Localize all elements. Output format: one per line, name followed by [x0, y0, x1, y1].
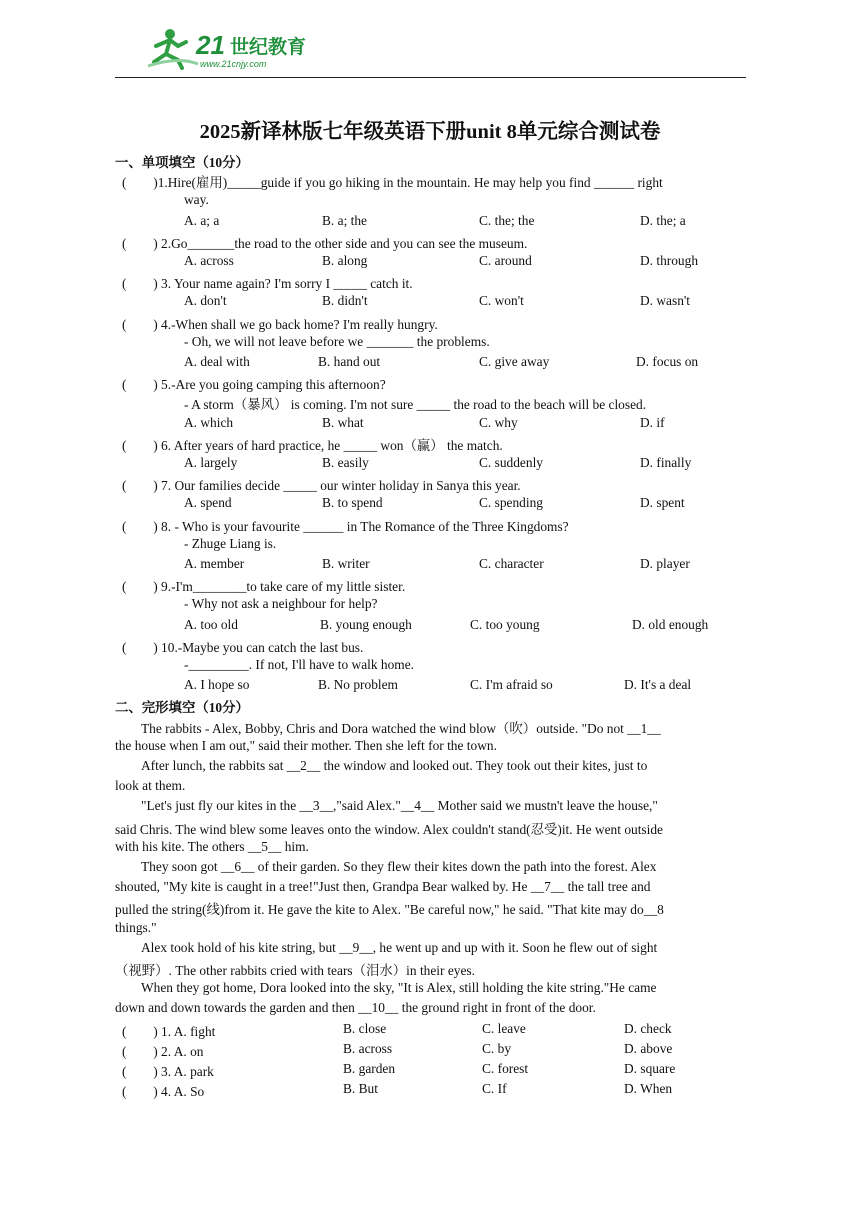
- section-heading: 一、单项填空（10分）: [115, 155, 249, 170]
- answer-option: B. young enough: [320, 616, 412, 632]
- question-stem: ( ) 2.Go_______the road to the other side and you can see the museum.: [122, 235, 528, 251]
- answer-option: A. which: [184, 414, 234, 430]
- passage-line: The rabbits - Alex, Bobby, Chris and Dora watched the wind blow（吹）outside. "Do not __1__: [141, 720, 661, 736]
- question-stem: ( ) 3. Your name again? I'm sorry I _____ catch it.: [122, 276, 413, 292]
- answer-option: D. When: [624, 1081, 673, 1097]
- passage-line: said Chris. The wind blew some leaves onto the window. Alex couldn't stand(忍受)it. He went outside: [115, 821, 663, 837]
- question-line: way.: [184, 192, 209, 208]
- section-heading: 二、完形填空（10分）: [115, 700, 249, 716]
- answer-option: A. spend: [184, 495, 232, 511]
- passage-line: with his kite. The others __5__ him.: [115, 838, 309, 854]
- header-rule: [115, 77, 746, 78]
- answer-option: C. forest: [482, 1061, 529, 1076]
- passage-line: pulled the string(线)from it. He gave the kite to Alex. "Be careful now," he said. "That kite may do__8: [115, 902, 664, 918]
- question-stem: ( ) 8. - Who is your favourite ______ in The Romance of the Three Kingdoms?: [122, 518, 569, 534]
- passage-line: shouted, "My kite is caught in a tree!"Just then, Grandpa Bear walked by. He __7__ the tall tree and: [115, 879, 651, 895]
- answer-option: D. above: [624, 1040, 673, 1056]
- answer-option: D. through: [640, 253, 699, 268]
- logo-url: www.21cnjy.com: [200, 59, 267, 69]
- answer-option: A. a; a: [184, 212, 220, 228]
- answer-option: C. leave: [482, 1020, 526, 1036]
- answer-option: B. a; the: [322, 212, 367, 228]
- question-stem: ( ) 5.-Are you going camping this afternoon?: [122, 377, 386, 393]
- page-title: 2025新译林版七年级英语下册unit 8单元综合测试卷: [199, 121, 661, 143]
- answer-option: D. if: [640, 414, 665, 430]
- question-stem: ( ) 10.-Maybe you can catch the last bus.: [122, 639, 364, 655]
- cloze-question: ( ) 2. A. on: [122, 1043, 204, 1059]
- answer-option: A. too old: [184, 616, 238, 632]
- question-line: - Zhuge Liang is.: [184, 535, 277, 551]
- answer-option: C. give away: [479, 354, 550, 369]
- answer-option: C. around: [479, 253, 532, 268]
- answer-option: C. If: [482, 1081, 507, 1097]
- passage-line: They soon got __6__ of their garden. So they flew their kites down the path into the forest. Alex: [141, 859, 657, 874]
- answer-option: B. close: [343, 1020, 387, 1036]
- passage-line: the house when I am out," said their mother. Then she left for the town.: [115, 737, 497, 753]
- question-stem: ( ) 9.-I'm________to take care of my little sister.: [122, 579, 406, 595]
- answer-option: C. character: [479, 556, 544, 571]
- answer-option: D. check: [624, 1020, 672, 1036]
- answer-option: B. easily: [322, 455, 369, 470]
- answer-option: C. by: [482, 1040, 512, 1056]
- answer-option: D. wasn't: [640, 293, 691, 309]
- question-stem: ( ) 7. Our families decide _____ our winter holiday in Sanya this year.: [122, 478, 521, 494]
- passage-line: （视野）. The other rabbits cried with tears（泪水）in their eyes.: [115, 963, 475, 978]
- answer-option: B. didn't: [322, 293, 368, 309]
- question-line: - Why not ask a neighbour for help?: [184, 596, 378, 612]
- answer-option: C. spending: [479, 495, 543, 511]
- cloze-question: ( ) 3. A. park: [122, 1064, 214, 1079]
- answer-option: D. player: [640, 556, 690, 571]
- answer-option: C. suddenly: [479, 455, 543, 470]
- passage-line: Alex took hold of his kite string, but __9__, he went up and up with it. Soon he flew out of sight: [141, 939, 658, 955]
- question-stem: ( ) 4.-When shall we go back home? I'm really hungry.: [122, 316, 438, 332]
- answer-option: D. spent: [640, 495, 685, 511]
- cloze-question: ( ) 1. A. fight: [122, 1023, 216, 1039]
- answer-option: A. across: [184, 253, 234, 268]
- answer-option: A. deal with: [184, 354, 250, 369]
- question-line: -_________. If not, I'll have to walk home.: [184, 657, 415, 672]
- answer-option: A. I hope so: [184, 677, 250, 693]
- answer-option: B. what: [322, 414, 364, 430]
- passage-line: down and down towards the garden and then __10__ the ground right in front of the door.: [115, 1000, 596, 1016]
- answer-option: B. hand out: [318, 354, 381, 369]
- question-line: - A storm（暴风） is coming. I'm not sure _____ the road to the beach will be closed.: [184, 397, 647, 413]
- answer-option: C. why: [479, 414, 518, 430]
- answer-option: D. square: [624, 1061, 676, 1076]
- answer-option: C. too young: [470, 616, 540, 632]
- question-line: - Oh, we will not leave before we _______ the problems.: [184, 333, 490, 349]
- answer-option: A. largely: [184, 455, 238, 470]
- answer-option: B. to spend: [322, 495, 383, 511]
- passage-line: When they got home, Dora looked into the sky, "It is Alex, still holding the kite string."He came: [141, 980, 657, 996]
- answer-option: B. garden: [343, 1061, 396, 1076]
- passage-line: things.": [115, 919, 157, 935]
- answer-option: D. old enough: [632, 616, 709, 632]
- answer-option: B. writer: [322, 556, 370, 571]
- answer-option: B. along: [322, 253, 368, 268]
- logo-chinese: 世纪教育: [230, 36, 307, 58]
- answer-option: D. the; a: [640, 212, 686, 228]
- answer-option: B. No problem: [318, 677, 398, 693]
- cloze-question: ( ) 4. A. So: [122, 1084, 205, 1100]
- logo: [148, 26, 318, 70]
- answer-option: D. It's a deal: [624, 677, 692, 693]
- question-stem: ( ) 6. After years of hard practice, he _____ won（赢） the match.: [122, 437, 503, 453]
- answer-option: B. across: [343, 1040, 393, 1056]
- runner-logo-icon: [148, 26, 318, 70]
- answer-option: D. focus on: [636, 354, 699, 369]
- answer-option: C. won't: [479, 293, 524, 309]
- passage-line: "Let's just fly our kites in the __3__,"said Alex."__4__ Mother said we mustn't leave the house,": [141, 798, 658, 814]
- passage-line: look at them.: [115, 778, 186, 794]
- passage-line: After lunch, the rabbits sat __2__ the window and looked out. They took out their kites, just to: [141, 758, 648, 773]
- answer-option: D. finally: [640, 455, 692, 470]
- logo-number: 21: [196, 30, 225, 60]
- answer-option: C. I'm afraid so: [470, 677, 553, 693]
- answer-option: A. don't: [184, 293, 227, 309]
- answer-option: B. But: [343, 1081, 378, 1097]
- question-stem: ( )1.Hire(雇用)_____guide if you go hiking in the mountain. He may help you find ______ right: [122, 175, 663, 191]
- answer-option: A. member: [184, 556, 245, 571]
- answer-option: C. the; the: [479, 212, 535, 228]
